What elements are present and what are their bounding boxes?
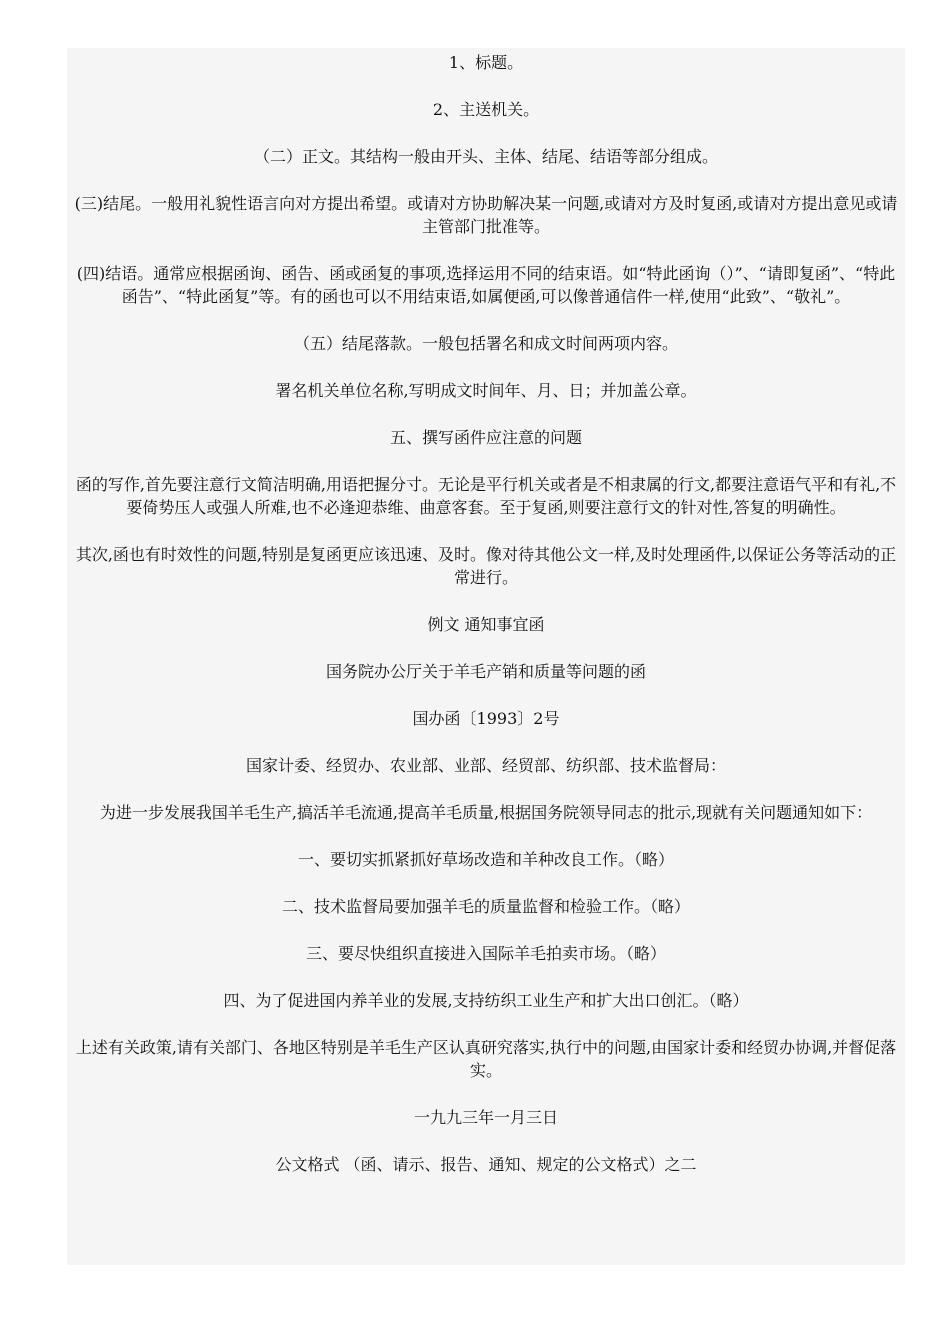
notes-paragraph-1: 函的写作,首先要注意行文简洁明确,用语把握分寸。无论是平行机关或者是不相隶属的行文,都要注意语气平和有礼,不要倚势压人或强人所难,也不必逢迎恭维、曲意客套。至于复函,则要注意行文的针对性,答复的明确性。 <box>75 475 897 517</box>
example-recipients: 国家计委、经贸办、农业部、业部、经贸部、纺织部、技术监督局： <box>245 756 726 775</box>
section-signature: （五）结尾落款。一般包括署名和成文时间两项内容。 <box>293 334 678 353</box>
heading-notes: 五、撰写函件应注意的问题 <box>389 428 582 447</box>
document-page <box>67 48 905 1265</box>
example-item-2: 二、技术监督局要加强羊毛的质量监督和检验工作。（略） <box>281 897 690 916</box>
example-date: 一九九三年一月三日 <box>413 1108 558 1127</box>
example-item-1: 一、要切实抓紧抓好草场改造和羊种改良工作。（略） <box>297 850 674 869</box>
section-ending: (三)结尾。一般用礼貌性语言向对方提出希望。或请对方协助解决某一问题,或请对方及时复函,或请对方提出意见或请主管部门批准等。 <box>74 194 898 236</box>
section-closing: (四)结语。通常应根据函询、函告、函或函复的事项,选择运用不同的结束语。如“特此函询（）”、“请即复函”、“特此函告”、“特此函复”等。有的函也可以不用结束语,如属便函,可以像普通信件一样,使用“此致”、“敬礼”。 <box>76 264 896 306</box>
signature-note: 署名机关单位名称,写明成文时间年、月、日；并加盖公章。 <box>275 381 697 400</box>
example-item-3: 三、要尽快组织直接进入国际羊毛拍卖市场。（略） <box>305 944 666 963</box>
example-conclusion: 上述有关政策,请有关部门、各地区特别是羊毛生产区认真研究落实,执行中的问题,由国家计委和经贸办协调,并督促落实。 <box>75 1038 897 1080</box>
item-title: 1、标题。 <box>448 53 524 72</box>
example-item-4: 四、为了促进国内养羊业的发展,支持纺织工业生产和扩大出口创汇。（略） <box>223 991 749 1010</box>
item-recipient: 2、主送机关。 <box>432 100 540 119</box>
example-intro: 为进一步发展我国羊毛生产,搞活羊毛流通,提高羊毛质量,根据国务院领导同志的批示,现就有关问题通知如下： <box>99 803 873 822</box>
section-body: （二）正文。其结构一般由开头、主体、结尾、结语等部分组成。 <box>253 147 718 166</box>
footer-heading: 公文格式 （函、请示、报告、通知、规定的公文格式）之二 <box>275 1155 697 1174</box>
example-doc-number: 国办函〔1993〕2号 <box>412 709 560 728</box>
notes-paragraph-2: 其次,函也有时效性的问题,特别是复函更应该迅速、及时。像对待其他公文一样,及时处理函件,以保证公务等活动的正常进行。 <box>75 545 897 587</box>
example-title: 国务院办公厅关于羊毛产销和质量等问题的函 <box>325 662 646 681</box>
example-heading: 例文 通知事宜函 <box>427 615 545 634</box>
